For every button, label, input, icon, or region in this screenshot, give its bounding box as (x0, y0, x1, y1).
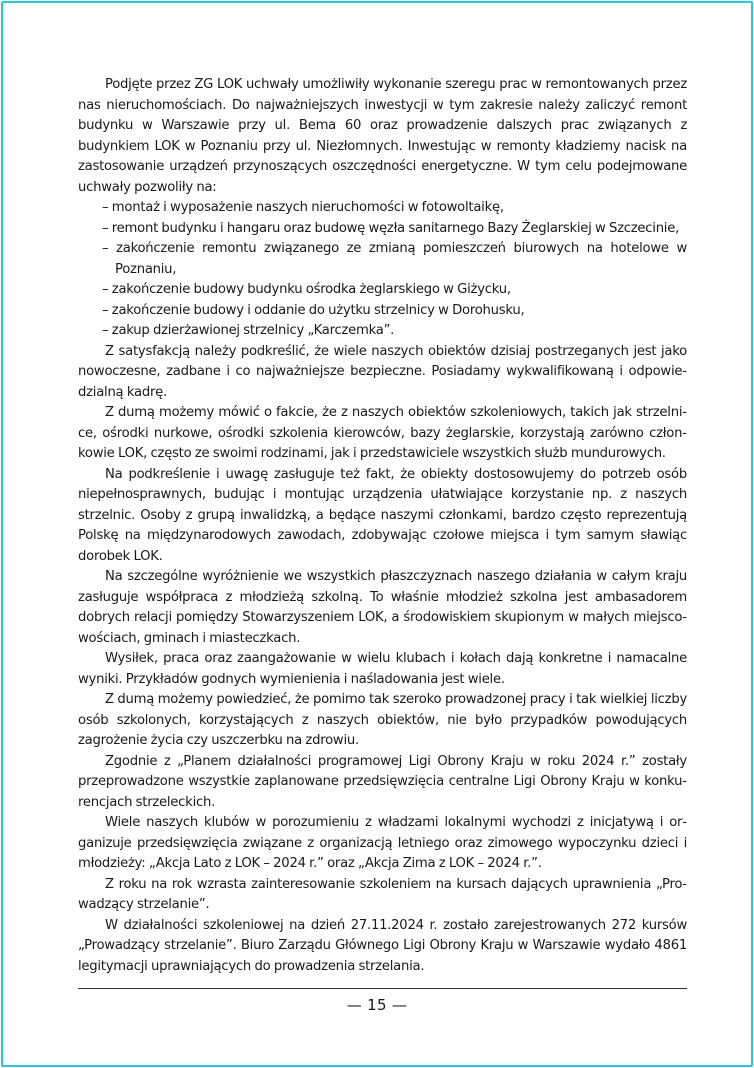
paragraph-renovations: Podjęte przez ZG LOK uchwały umożliwiły wykonanie szeregu prac w remontowanych przez nas nieruchomościach. Do najważniejszych inwestycji w tym zakresie należy zaliczyć remont budynku w Warszawie przy ul. Bema 60 oraz prowadzenie dalszych prac związanych z budynkiem LOK w Poznaniu przy ul. Niezłomnych. Inwestując w remonty kładziemy nacisk na zastosowanie urządzeń przynoszących oszczędności energetyczne. W tym celu podejmowane uchwały pozwoliły na: (78, 77, 687, 195)
paragraph-training-facilities: Z dumą możemy mówić o fakcie, że z naszych obiektów szkoleniowych, takich jak strzelnice, ośrodki nurkowe, ośrodki szkolenia kierowców, bazy żeglarskie, korzystają zarówno członkowie LOK, często ze swoimi rodzinami, jak i przedstawiciele wszystkich służb mundurowych. (78, 405, 687, 461)
list-item: – remont budynku i hangaru oraz budowę węzła sanitarnego Bazy Żeglarskiej w Szczecinie, (102, 219, 687, 240)
paragraph-satisfaction: Z satysfakcją należy podkreślić, że wiele naszych obiektów dzisiaj postrzeganych jest jako nowoczesne, zadbane i co najważniejsze bezpieczne. Posiadamy wykwalifikowaną i odpowiedzialną kadrę. (78, 343, 687, 400)
page-number: — 15 — (346, 996, 408, 1014)
list-item: – montaż i wyposażenie naszych nieruchomości w fotowoltaikę, (102, 198, 687, 219)
paragraph-school-youth: Na szczególne wyróżnienie we wszystkich płaszczyznach naszego działania w całym kraju zasługuje współpraca z młodzieżą szkolną. To właśnie młodzież szkolna jest ambasadorem dobrych relacji pomiędzy Stowarzyszeniem LOK, a środowiskiem skupionym w małych miejscowościach, gminach i miasteczkach. (78, 569, 687, 646)
paragraph-program-plan: Zgodnie z „Planem działalności programowej Ligi Obrony Kraju w roku 2024 r.” zostały przeprowadzone wszystkie zaplanowane przedsięwzięcia centralne Ligi Obrony Kraju w konkurencjach strzeleckich. (78, 753, 687, 810)
paragraph-accessibility: Na podkreślenie i uwagę zasługuje też fakt, że obiekty dostosowujemy do potrzeb osób niepełnosprawnych, budując i montując urządzenia ułatwiające korzystanie np. z naszych strzelnic. Osoby z grupą inwalidzką, a będące naszymi członkami, bardzo często reprezentują Polskę na międzynarodowych zawodach, zdobywając czołowe miejsca i tym samym sławiąc dorobek LOK. (78, 466, 687, 564)
paragraph-course-interest: Z roku na rok wzrasta zainteresowanie szkoleniem na kursach dających uprawnienia „Prowadzący strzelanie”. (78, 876, 687, 912)
page-body (78, 75, 687, 977)
footer-divider (78, 988, 687, 989)
list-item: – zakończenie remontu związanego ze zmianą pomieszczeń biurowych na hotelowe w Poznaniu, (102, 239, 687, 280)
paragraph-holiday-actions: Wiele naszych klubów w porozumieniu z władzami lokalnymi wychodzi z inicjatywą i organizuje przedsięwzięcia związane z organizacją letniego oraz zimowego wypoczynku dzieci i młodzieży: „Akcja Lato z LOK – 2024 r.” oraz „Akcja Zima z LOK – 2024 r.”. (78, 815, 687, 871)
list-item: – zakończenie budowy i oddanie do użytku strzelnicy w Dorohusku, (102, 301, 687, 322)
paragraph-safety: Z dumą możemy powiedzieć, że pomimo tak szeroko prowadzonej pracy i tak wielkiej liczby osób szkolonych, korzystających z naszych obiektów, nie było przypadków powodujących zagrożenie życia czy uszczerbku na zdrowiu. (78, 692, 687, 748)
list-item: – zakończenie budowy budynku ośrodka żeglarskiego w Giżycku, (102, 280, 687, 301)
paragraph-results: Wysiłek, praca oraz zaangażowanie w wielu klubach i kołach dają konkretne i namacalne wyniki. Przykładów godnych wymienienia i naśladowania jest wiele. (78, 651, 687, 687)
list-item: – zakup dzierżawionej strzelnicy „Karczemka”. (102, 321, 687, 342)
paragraph-course-stats: W działalności szkoleniowej na dzień 27.11.2024 r. zostało zarejestrowanych 272 kursów „Prowadzący strzelanie”. Biuro Zarządu Głównego Ligi Obrony Kraju w Warszawie wydało 4861 legitymacji uprawniających do prowadzenia strzelania. (78, 917, 687, 974)
resolutions-list (78, 198, 687, 342)
